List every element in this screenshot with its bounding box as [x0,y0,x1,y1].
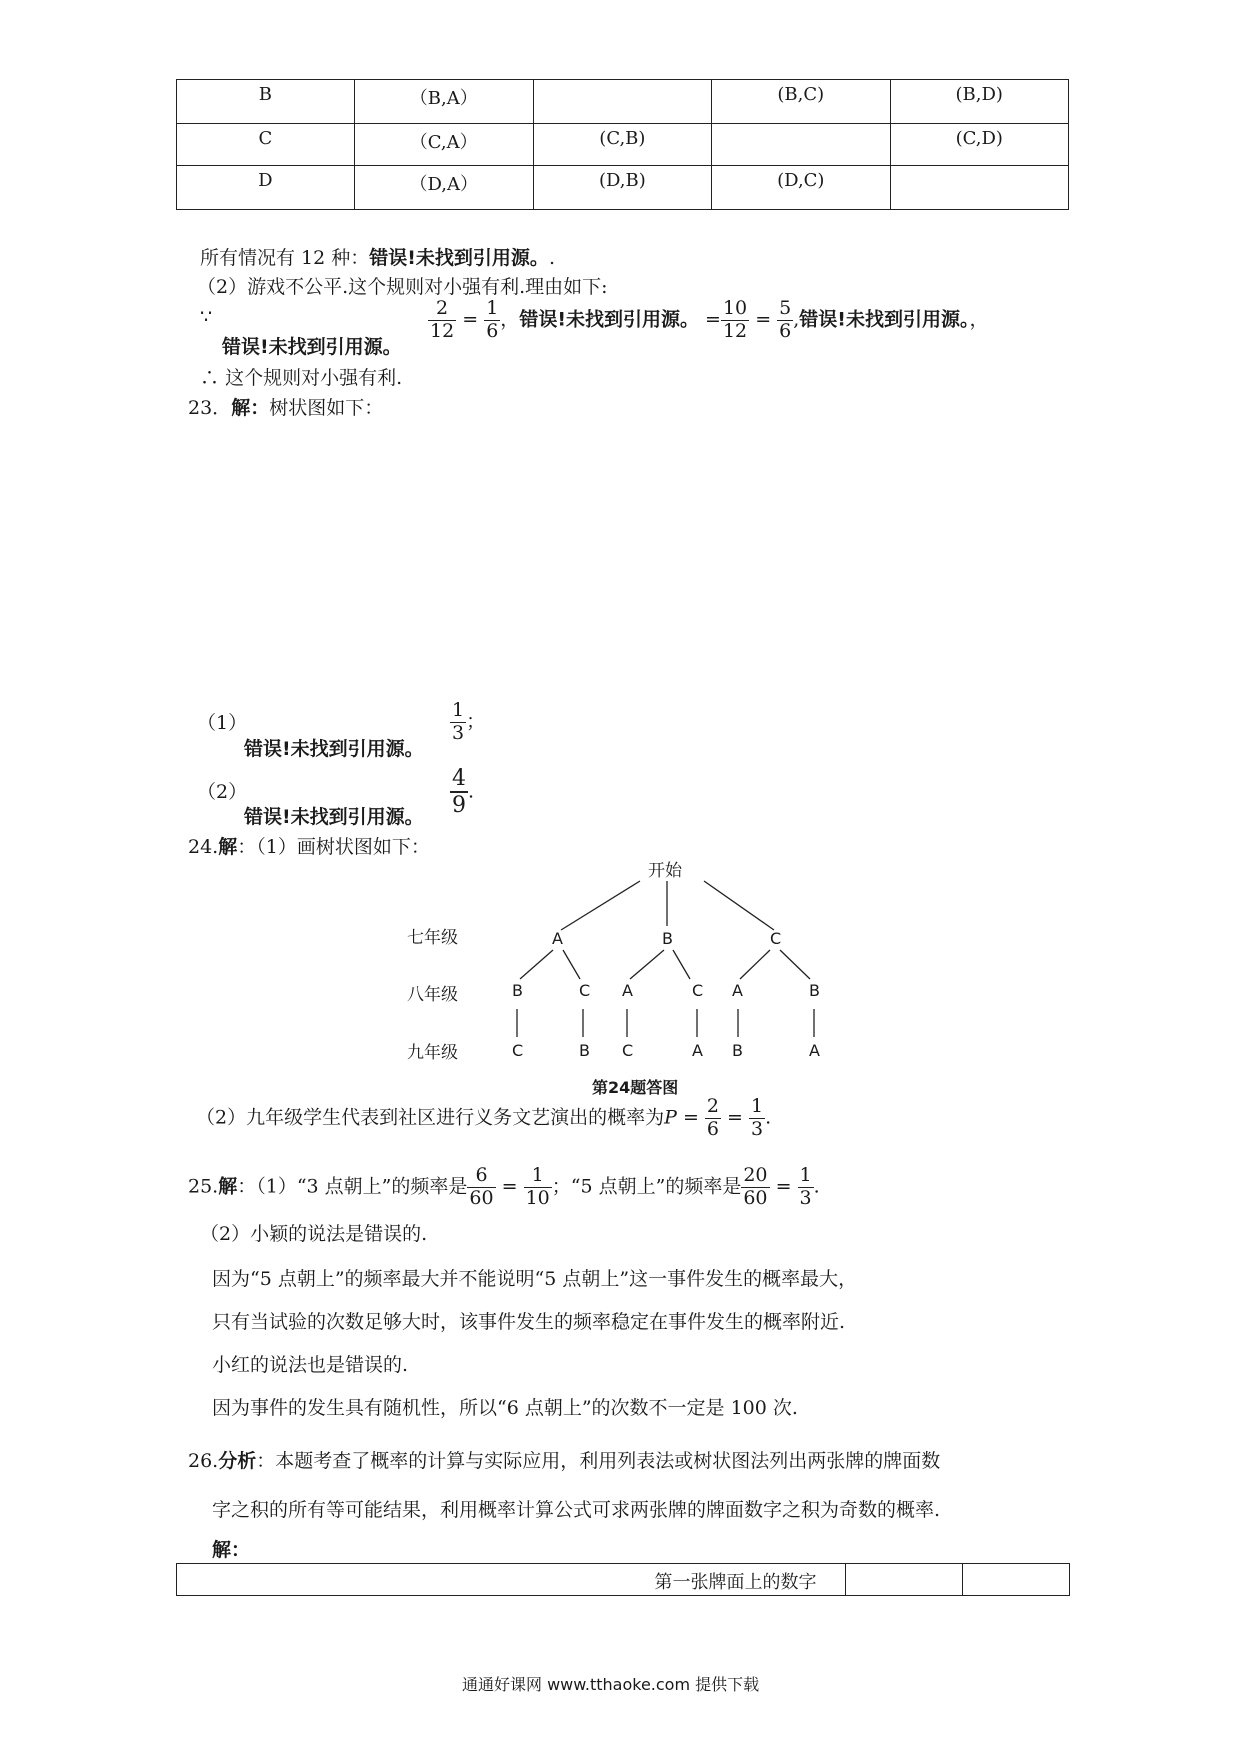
tree-node: B [579,1041,590,1060]
question-number: 26. [188,1450,219,1472]
q22-fraction-line-1 [428,298,988,343]
q25-line3: 因为“5 点朝上”的频率最大并不能说明“5 点朝上”这一事件发生的概率最大， [212,1268,858,1290]
tree-node: C [579,981,591,1000]
equals-sign: = [501,1175,518,1198]
error-text: 错误!未找到引用源。 [369,247,549,269]
q24-part2 [196,1096,771,1141]
q25-line6: 因为事件的发生具有随机性，所以“6 点朝上”的次数不一定是 100 次. [212,1397,798,1419]
tree-level-label: 七年级 [407,928,458,948]
q25-line1 [188,1165,820,1210]
equals-sign: = [462,308,479,331]
outcome-table [176,79,1069,210]
question-number: 24. [188,836,219,858]
table-cell [712,124,890,166]
tree-level-label: 九年级 [407,1043,458,1063]
tree-node: A [809,1041,820,1060]
question-number: 25. [188,1175,219,1198]
line-text: ：本题考查了概率的计算与实际应用，利用列表法或树状图法列出两张牌的牌面数 [256,1450,941,1472]
fraction: $\frac{2}{12}$ [430,297,455,342]
punctuation: , [793,308,800,331]
tree-node: C [770,929,782,948]
solution-label: 解 [218,836,238,858]
equals-sign: = [755,308,772,331]
tree-node: C [692,981,704,1000]
solution-label: 解 [218,1175,238,1198]
table-cell [845,1564,962,1596]
solution-label: 解： [231,397,270,419]
equals-sign: = [705,308,721,331]
error-text: 错误!未找到引用源。 [799,308,970,331]
fraction: $\frac{1}{3}$ [799,1164,812,1209]
table-cell: (D,B) [533,166,711,210]
heading-text: 树状图如下： [269,397,384,419]
tree-node: B [809,981,820,1000]
q26-solution-label: 解： [212,1539,251,1561]
table-cell: (D,C) [712,166,890,210]
because-symbol: ∵ [200,306,213,328]
q24-heading [188,832,430,859]
tree-node: B [732,1041,743,1060]
q25-line2: （2）小颖的说法是错误的. [200,1223,428,1245]
table-cell: B [177,80,355,124]
punctuation: ， [969,308,989,331]
punctuation: . [765,1106,772,1129]
q25-line5: 小红的说法也是错误的. [212,1354,409,1376]
table-cell: （D,A） [354,166,533,210]
fraction: $\frac{1}{3}$ [452,699,465,744]
q23-part1-answer [450,700,485,745]
table-cell [890,166,1068,210]
table-cell: (C,B) [533,124,711,166]
question-number: 23． [188,397,232,419]
q26-line1 [188,1446,940,1473]
punctuation: . [813,1175,820,1198]
figure-caption: 第24题答图 [592,1078,679,1097]
conclusion-text: 这个规则对小强有利. [225,367,403,389]
q22-count-text: 所有情况有 12 种： [200,247,370,269]
table-cell: D [177,166,355,210]
table-cell: (C,D) [890,124,1068,166]
q23-heading [188,393,383,420]
punctuation: . [548,247,555,269]
equals-sign: = [775,1175,792,1198]
tree-node: B [662,929,673,948]
punctuation: ； [466,710,486,733]
q23-part2-label: （2） [197,781,248,803]
tree-root: 开始 [648,861,682,881]
table-cell [962,1564,1069,1596]
card-table [176,1563,1070,1596]
fraction: $\frac{10}{12}$ [722,297,748,342]
table-header-cell: 第一张牌面上的数字 [177,1564,846,1596]
fraction: $\frac{1}{6}$ [486,297,499,342]
therefore-symbol: ∴ [200,367,220,389]
fraction: $\frac{2}{6}$ [706,1095,719,1140]
heading-text: ：（1）画树状图如下： [237,836,430,858]
q22-line1 [200,243,555,270]
equals-sign: = [727,1106,743,1129]
q22-conclusion [200,363,402,390]
error-text: 错误!未找到引用源。 [519,308,699,331]
fraction: $\frac{1}{3}$ [751,1095,764,1140]
tree-node: A [622,981,633,1000]
fraction: $\frac{6}{60}$ [469,1164,494,1209]
analysis-label: 分析 [218,1450,257,1472]
fraction: $\frac{20}{60}$ [743,1164,768,1209]
table-cell: （B,A） [354,80,533,124]
tree-node: B [512,981,523,1000]
tree-node: C [512,1041,524,1060]
fraction: $\frac{4}{9}$ [452,766,466,819]
q22-line2: （2）游戏不公平.这个规则对小强有利.理由如下: [197,276,608,298]
probability-symbol: P [664,1106,677,1129]
punctuation: ， [500,308,520,331]
fraction: $\frac{5}{6}$ [779,297,792,342]
table-cell: （C,A） [354,124,533,166]
line-text: ：（1）“3 点朝上”的频率是 [237,1175,468,1198]
page-footer: 通通好课网 www.tthaoke.com 提供下载 [462,1675,760,1694]
line-text: ；“5 点朝上”的频率是 [551,1175,742,1198]
error-text: 错误!未找到引用源。 [244,806,424,828]
fraction: $\frac{1}{10}$ [525,1164,550,1209]
tree-node: A [692,1041,703,1060]
table-cell: C [177,124,355,166]
q26-line2: 字之积的所有等可能结果，利用概率计算公式可求两张牌的牌面数字之积为奇数的概率. [212,1499,941,1521]
table-cell [533,80,711,124]
table-cell: (B,C) [712,80,890,124]
tree-edges [517,881,814,1037]
tree-node: A [732,981,743,1000]
table-cell: (B,D) [890,80,1068,124]
part2-text: （2）九年级学生代表到社区进行义务文艺演出的概率为 [196,1106,665,1129]
q23-part2-answer [450,766,474,819]
tree-node: A [552,929,563,948]
tree-level-label: 八年级 [407,985,458,1005]
equals-sign: = [682,1106,699,1129]
tree-node: C [622,1041,634,1060]
q23-part1-label: （1） [197,712,248,734]
error-text: 错误!未找到引用源。 [244,738,424,760]
q25-line4: 只有当试验的次数足够大时，该事件发生的频率稳定在事件发生的概率附近. [212,1311,846,1333]
punctuation: . [468,780,475,803]
error-text: 错误!未找到引用源。 [222,336,402,358]
